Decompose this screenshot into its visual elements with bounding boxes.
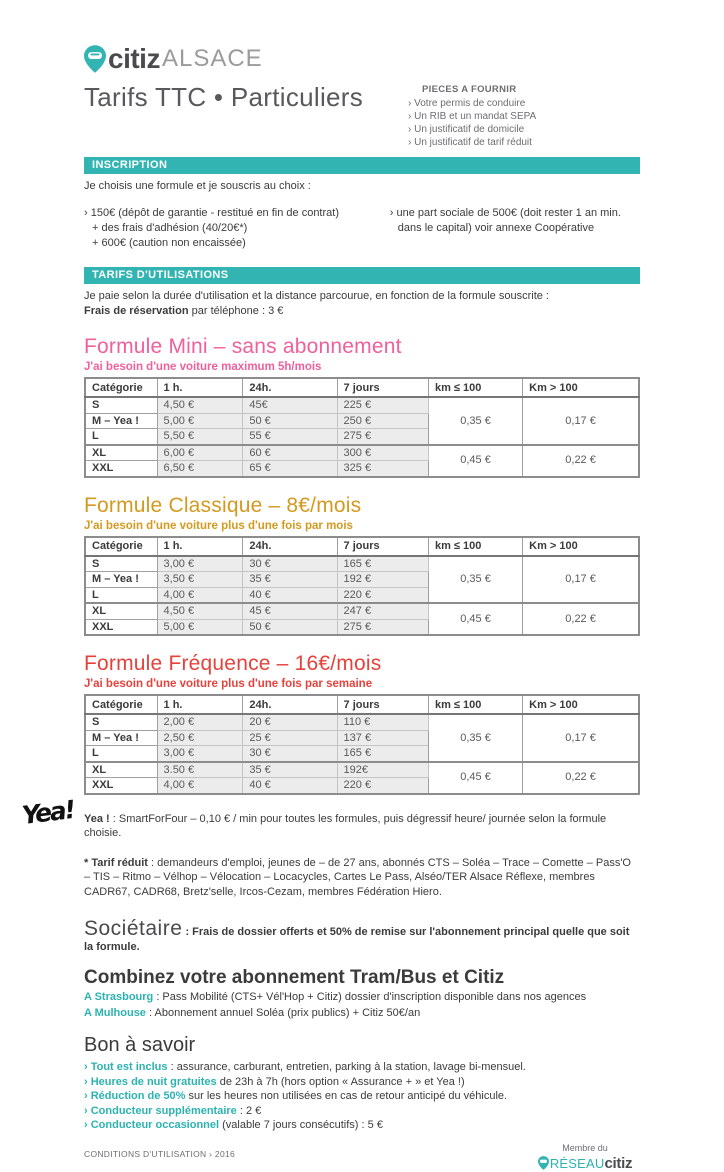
column-header: 24h. [243,695,337,714]
column-header: km ≤ 100 [428,378,522,397]
category-cell: L [85,429,157,445]
column-header: 7 jours [337,537,428,556]
km-rate-cell: 0,17 € [523,397,639,445]
table-header-row [85,378,639,397]
category-cell: M – Yea ! [85,730,157,746]
price-cell: 6,00 € [157,445,243,461]
table-row [85,762,639,778]
pieces-item: › Un justificatif de domicile [408,124,525,135]
strasbourg-label: A Strasbourg [84,991,154,1003]
column-header: 24h. [243,537,337,556]
inscription-intro: Je choisis une formule et je souscris au choix : [84,180,311,192]
price-cell: 250 € [337,413,428,429]
price-cell: 225 € [337,397,428,413]
tarif-reduit-label: * Tarif réduit [84,856,148,869]
table-header-row [85,537,639,556]
formule-mini-subtitle: J'ai besoin d'une voiture maximum 5h/mois [84,361,322,373]
bon-item-text: : assurance, carburant, entretien, parking à la station, lavage bi-mensuel. [167,1061,526,1073]
bon-item [84,1060,640,1075]
bon-item-text: (valable 7 jours consécutifs) : 5 € [219,1119,383,1131]
price-cell: 45 € [243,603,337,619]
price-cell: 4,50 € [157,603,243,619]
brand-name: citiz [108,43,160,74]
option-line: + 600€ (caution non encaissée) [92,237,246,249]
category-cell: M – Yea ! [85,413,157,429]
category-cell: L [85,746,157,762]
formule-classique-section [84,494,640,637]
frais-reservation-line [84,304,640,319]
price-cell: 5,50 € [157,429,243,445]
combinez-mulhouse-line [84,1006,640,1021]
price-cell: 30 € [243,746,337,762]
price-cell: 35 € [243,762,337,778]
option-line: › une part sociale de 500€ (doit rester 1 an min. [389,207,621,219]
price-cell: 2,00 € [157,714,243,730]
tarif-reduit-text: : demandeurs d'emploi, jeunes de – de 27 ans, abonnés CTS – Soléa – Trace – Comette – Pass'O – TIS – Ritmo – Vélhop – Vélocation – Locacycles, Cartes Le Pass, Alséo/TER Alsace Réflexe, membres CADR67, CADR68, Bretz'selle, Ircos-Cezam, membres Fédération Hiero. [84,856,631,898]
column-header: 1 h. [157,537,243,556]
tarif-reduit-note [84,856,640,900]
formule-frequence-title: Formule Fréquence – 16€/mois [84,652,382,675]
price-cell: 4,50 € [157,397,243,413]
title-row [84,82,640,149]
column-header: 7 jours [337,695,428,714]
citiz-label: citiz [604,1154,633,1172]
strasbourg-text: : Pass Mobilité (CTS+ Vél'Hop + Citiz) dossier d'inscription disponible dans nos agences [153,991,587,1003]
mulhouse-text: : Abonnement annuel Soléa (prix publics) + Citiz 50€/an [145,1006,421,1019]
bon-a-savoir-section [84,1034,640,1133]
yea-note-label: Yea ! [84,812,110,825]
category-cell: S [85,556,157,572]
bon-item-label: › Conducteur supplémentaire [84,1104,237,1117]
bon-item-text: : 2 € [236,1104,262,1117]
tarif-table-mini [84,377,640,478]
price-cell: 3,00 € [157,556,243,572]
price-cell: 4,00 € [157,587,243,603]
pieces-title: PIECES A FOURNIR [422,84,517,95]
category-cell: XXL [85,619,157,635]
price-cell: 247 € [337,603,428,619]
bon-a-savoir-title: Bon à savoir [84,1034,196,1056]
pieces-a-fournir-box [408,82,640,149]
bon-item-label: › Heures de nuit gratuites [84,1075,217,1088]
footer [84,1143,640,1172]
yea-logo: Yea! [20,794,76,830]
bon-item-label: › Conducteur occasionnel [84,1119,220,1131]
combinez-section [84,967,640,1020]
tarif-table-frequence [84,694,640,795]
bon-item-text: de 23h à 7h (hors option « Assurance + » et Yea !) [216,1075,465,1088]
page-title: Tarifs TTC • Particuliers [84,82,364,112]
price-cell: 137 € [337,730,428,746]
map-pin-icon [84,45,106,73]
price-cell: 325 € [337,461,428,477]
price-cell: 3.50 € [157,762,243,778]
price-cell: 55 € [243,429,337,445]
pieces-item: › Un RIB et un mandat SEPA [408,111,537,122]
formule-classique-subtitle: J'ai besoin d'une voiture plus d'une fois par mois [84,519,353,532]
column-header: Km > 100 [523,537,639,556]
price-cell: 192 € [337,572,428,588]
price-cell: 4,00 € [157,778,243,794]
conditions-link[interactable]: CONDITIONS D'UTILISATION › 2016 [84,1148,236,1159]
reseau-citiz-logo [530,1155,640,1172]
km-rate-cell: 0,22 € [523,603,639,635]
brand-region: ALSACE [161,45,263,72]
option-line: + des frais d'adhésion (40/20€*) [92,222,248,234]
frais-reservation-value: par téléphone : 3 € [188,305,284,317]
section-bar-tarifs: TARIFS D'UTILISATIONS [84,267,640,284]
tarif-table-classique [84,536,640,637]
formule-classique-title: Formule Classique – 8€/mois [84,493,362,517]
price-cell: 5,00 € [157,413,243,429]
yea-note-text: : SmartForFour – 0,10 € / min pour toutes les formules, puis dégressif heure/ journée selon la formule choisie. [84,812,607,839]
category-cell: M – Yea ! [85,572,157,588]
option-deposit [84,206,390,251]
column-header: 7 jours [337,378,428,397]
price-cell: 110 € [337,714,428,730]
price-cell: 192€ [337,762,428,778]
table-header-row [85,695,639,714]
yea-note [20,794,640,840]
category-cell: XL [85,762,157,778]
price-cell: 60 € [243,445,337,461]
combinez-title: Combinez votre abonnement Tram/Bus et Citiz [84,967,505,988]
column-header: km ≤ 100 [428,537,522,556]
map-pin-icon [538,1156,549,1170]
bon-item-label: › Réduction de 50% [84,1090,186,1102]
column-header: 1 h. [157,378,243,397]
price-cell: 275 € [337,429,428,445]
price-cell: 5,00 € [157,619,243,635]
km-rate-cell: 0,22 € [523,445,639,477]
formule-mini-section [84,335,640,478]
column-header: Km > 100 [523,378,639,397]
bon-item-label: › Tout est inclus [84,1061,168,1073]
category-cell: XXL [85,778,157,794]
price-cell: 3,50 € [157,572,243,588]
category-cell: XXL [85,461,157,477]
column-header: Catégorie [85,378,157,397]
mulhouse-label: A Mulhouse [84,1006,146,1019]
table-row [85,603,639,619]
km-rate-cell: 0,17 € [523,714,639,762]
option-share [390,206,640,251]
price-cell: 50 € [243,619,337,635]
inscription-options [84,206,640,251]
price-cell: 2,50 € [157,730,243,746]
km-rate-cell: 0,45 € [428,603,522,635]
section-bar-inscription: INSCRIPTION [84,157,640,174]
price-cell: 35 € [243,572,337,588]
membre-du-label: Membre du [562,1142,608,1153]
price-cell: 165 € [337,556,428,572]
bon-item [84,1089,640,1104]
price-cell: 275 € [337,619,428,635]
table-row [85,445,639,461]
km-rate-cell: 0,35 € [428,556,522,604]
km-rate-cell: 0,35 € [428,397,522,445]
formule-frequence-section [84,652,640,795]
km-rate-cell: 0,22 € [523,762,639,794]
category-cell: L [85,587,157,603]
societaire-label: Sociétaire [84,917,183,940]
price-cell: 40 € [243,587,337,603]
tarifs-intro: Je paie selon la durée d'utilisation et la distance parcourue, en fonction de la formule souscrite : [84,290,549,302]
pieces-item: › Un justificatif de tarif réduit [408,137,532,148]
bon-item [84,1118,640,1133]
price-cell: 3,00 € [157,746,243,762]
table-row [85,397,639,413]
table-row [85,714,639,730]
price-cell: 25 € [243,730,337,746]
bon-item [84,1104,640,1119]
price-cell: 40 € [243,778,337,794]
frais-reservation-label: Frais de réservation [84,305,189,317]
price-cell: 20 € [243,714,337,730]
price-cell: 220 € [337,778,428,794]
category-cell: S [85,714,157,730]
reseau-citiz-block [530,1143,640,1172]
column-header: Km > 100 [523,695,639,714]
km-rate-cell: 0,45 € [428,762,522,794]
bon-item [84,1075,640,1090]
column-header: Catégorie [85,695,157,714]
price-cell: 50 € [243,413,337,429]
price-cell: 220 € [337,587,428,603]
combinez-strasbourg-line [84,990,640,1005]
price-cell: 45€ [243,397,337,413]
column-header: 1 h. [157,695,243,714]
column-header: 24h. [243,378,337,397]
citiz-alsace-logo [84,42,640,76]
reseau-label: RÉSEAU [549,1155,605,1171]
km-rate-cell: 0,17 € [523,556,639,604]
price-cell: 6,50 € [157,461,243,477]
option-line: › 150€ (dépôt de garantie - restitué en fin de contrat) [84,207,339,219]
price-cell: 300 € [337,445,428,461]
km-rate-cell: 0,45 € [428,445,522,477]
column-header: km ≤ 100 [428,695,522,714]
societaire-line [84,917,640,953]
km-rate-cell: 0,35 € [428,714,522,762]
category-cell: XL [85,445,157,461]
category-cell: XL [85,603,157,619]
table-row [85,556,639,572]
pieces-item: › Votre permis de conduire [408,98,526,109]
bon-item-text: sur les heures non utilisées en cas de retour anticipé du véhicule. [185,1090,508,1102]
price-cell: 165 € [337,746,428,762]
option-line: dans le capital) voir annexe Coopérative [397,222,595,234]
formule-frequence-subtitle: J'ai besoin d'une voiture plus d'une fois par semaine [84,678,373,690]
societaire-text: : Frais de dossier offerts et 50% de remise sur l'abonnement principal quelle que soit la formule. [84,926,630,953]
category-cell: S [85,397,157,413]
price-cell: 65 € [243,461,337,477]
column-header: Catégorie [85,537,157,556]
price-cell: 30 € [243,556,337,572]
formule-mini-title: Formule Mini – sans abonnement [84,335,402,358]
